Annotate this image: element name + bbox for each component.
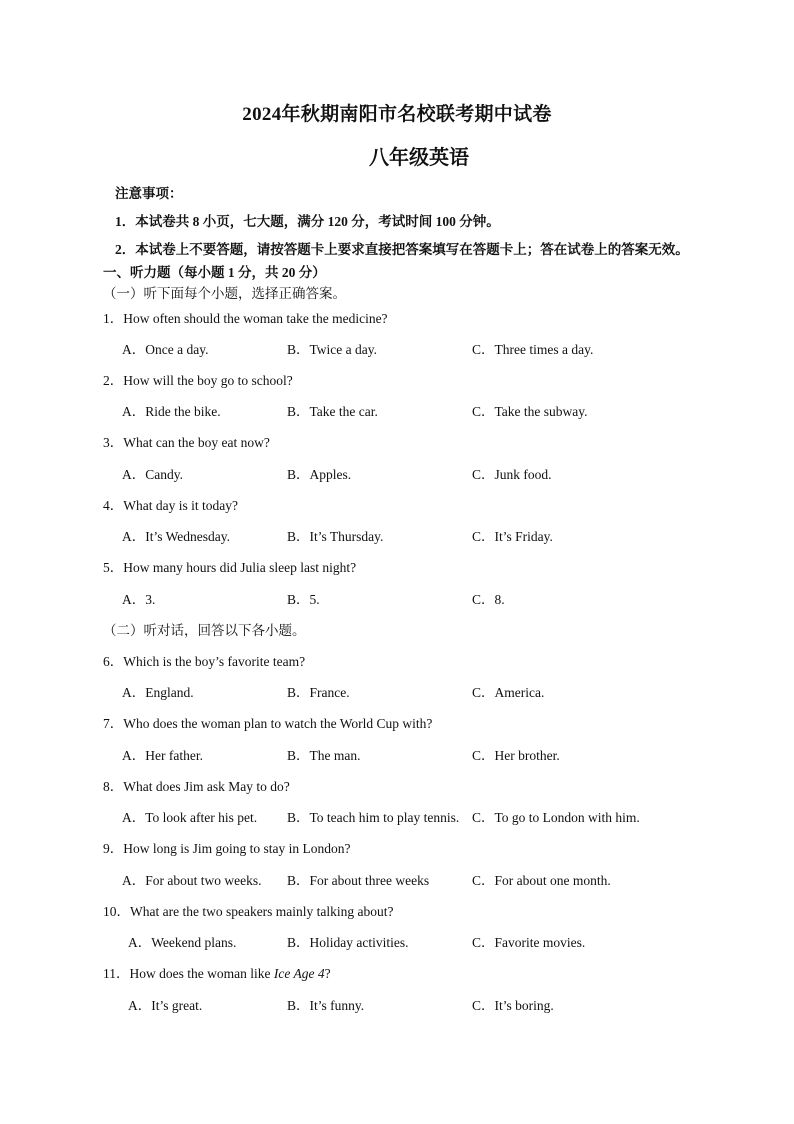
option-b: B．To teach him to play tennis. bbox=[287, 810, 460, 825]
option-c: C．America. bbox=[472, 685, 545, 700]
question-number: 9． bbox=[103, 841, 124, 856]
option-c: C．For about one month. bbox=[472, 873, 611, 888]
option-a: A．To look after his pet. bbox=[122, 810, 258, 825]
question-11 bbox=[103, 962, 331, 982]
question-text: How often should the woman take the medicine? bbox=[123, 311, 388, 326]
option-a: A．England. bbox=[122, 685, 194, 700]
exam-subtitle: 八年级英语 bbox=[369, 147, 469, 169]
exam-title: 2024年秋期南阳市名校联考期中试卷 bbox=[242, 104, 552, 125]
question-number: 3． bbox=[103, 435, 124, 450]
question-number: 2． bbox=[103, 373, 124, 388]
question-3 bbox=[103, 431, 270, 451]
question-text: How does the woman like bbox=[129, 966, 274, 981]
option-a: A．For about two weeks. bbox=[122, 873, 262, 888]
question-number: 10． bbox=[103, 904, 130, 919]
option-c: C．Three times a day. bbox=[472, 342, 594, 357]
question-9 bbox=[103, 837, 351, 857]
section-heading: 一、听力题（每小题 1 分，共 20 分） bbox=[103, 265, 326, 280]
part2-instruction: （二）听对话，回答以下各小题。 bbox=[103, 623, 306, 638]
option-a: A．Candy. bbox=[122, 467, 183, 482]
notes-item-1: 1．本试卷共 8 小页，七大题，满分 120 分，考试时间 100 分钟。 bbox=[115, 214, 500, 229]
option-c: C．It’s Friday. bbox=[472, 529, 553, 544]
question-5 bbox=[103, 556, 356, 576]
option-c: C．8. bbox=[472, 592, 505, 607]
question-text: Who does the woman plan to watch the World Cup with? bbox=[123, 716, 433, 731]
part1-instruction: （一）听下面每个小题，选择正确答案。 bbox=[103, 286, 346, 301]
movie-title: Ice Age 4 bbox=[273, 966, 325, 981]
question-1 bbox=[103, 307, 388, 327]
option-a: A．Once a day. bbox=[122, 342, 209, 357]
option-a: A．3. bbox=[122, 592, 156, 607]
question-text: How will the boy go to school? bbox=[123, 373, 293, 388]
question-4 bbox=[103, 494, 238, 514]
option-b: B．For about three weeks bbox=[287, 873, 430, 888]
option-a: A．Her father. bbox=[122, 748, 203, 763]
question-number: 1． bbox=[103, 311, 124, 326]
question-text: How many hours did Julia sleep last night? bbox=[123, 560, 357, 575]
question-8 bbox=[103, 775, 290, 795]
question-number: 8． bbox=[103, 779, 124, 794]
question-7 bbox=[103, 712, 432, 732]
option-c: C．Favorite movies. bbox=[472, 935, 586, 950]
option-a: A．Ride the bike. bbox=[122, 404, 221, 419]
option-b: B．France. bbox=[287, 685, 350, 700]
question-text-end: ? bbox=[324, 966, 331, 981]
option-c: C．Her brother. bbox=[472, 748, 560, 763]
option-b: B．Holiday activities. bbox=[287, 935, 409, 950]
option-b: B．It’s funny. bbox=[287, 998, 365, 1013]
question-2 bbox=[103, 369, 293, 389]
question-number: 6． bbox=[103, 654, 124, 669]
option-b: B．5. bbox=[287, 592, 320, 607]
option-a: A．It’s great. bbox=[128, 998, 203, 1013]
question-number: 7． bbox=[103, 716, 124, 731]
question-text: What are the two speakers mainly talking about? bbox=[130, 904, 394, 919]
question-10 bbox=[103, 900, 394, 920]
question-text: How long is Jim going to stay in London? bbox=[123, 841, 351, 856]
question-number: 5． bbox=[103, 560, 124, 575]
question-text: What does Jim ask May to do? bbox=[123, 779, 290, 794]
question-number: 11． bbox=[103, 966, 130, 981]
option-c: C．Junk food. bbox=[472, 467, 552, 482]
notes-heading: 注意事项： bbox=[115, 186, 183, 201]
option-b: B．Twice a day. bbox=[287, 342, 378, 357]
option-c: C．Take the subway. bbox=[472, 404, 588, 419]
option-c: C．To go to London with him. bbox=[472, 810, 640, 825]
question-text: What day is it today? bbox=[123, 498, 238, 513]
option-b: B．Take the car. bbox=[287, 404, 378, 419]
notes-item-2: 2．本试卷上不要答题，请按答题卡上要求直接把答案填写在答题卡上；答在试卷上的答案无效。 bbox=[115, 242, 689, 257]
option-b: B．The man. bbox=[287, 748, 361, 763]
question-text: What can the boy eat now? bbox=[123, 435, 270, 450]
option-c: C．It’s boring. bbox=[472, 998, 554, 1013]
option-a: A．It’s Wednesday. bbox=[122, 529, 231, 544]
question-6 bbox=[103, 650, 305, 670]
question-number: 4． bbox=[103, 498, 124, 513]
option-b: B．It’s Thursday. bbox=[287, 529, 384, 544]
question-text: Which is the boy’s favorite team? bbox=[123, 654, 306, 669]
option-a: A．Weekend plans. bbox=[128, 935, 237, 950]
option-b: B．Apples. bbox=[287, 467, 352, 482]
